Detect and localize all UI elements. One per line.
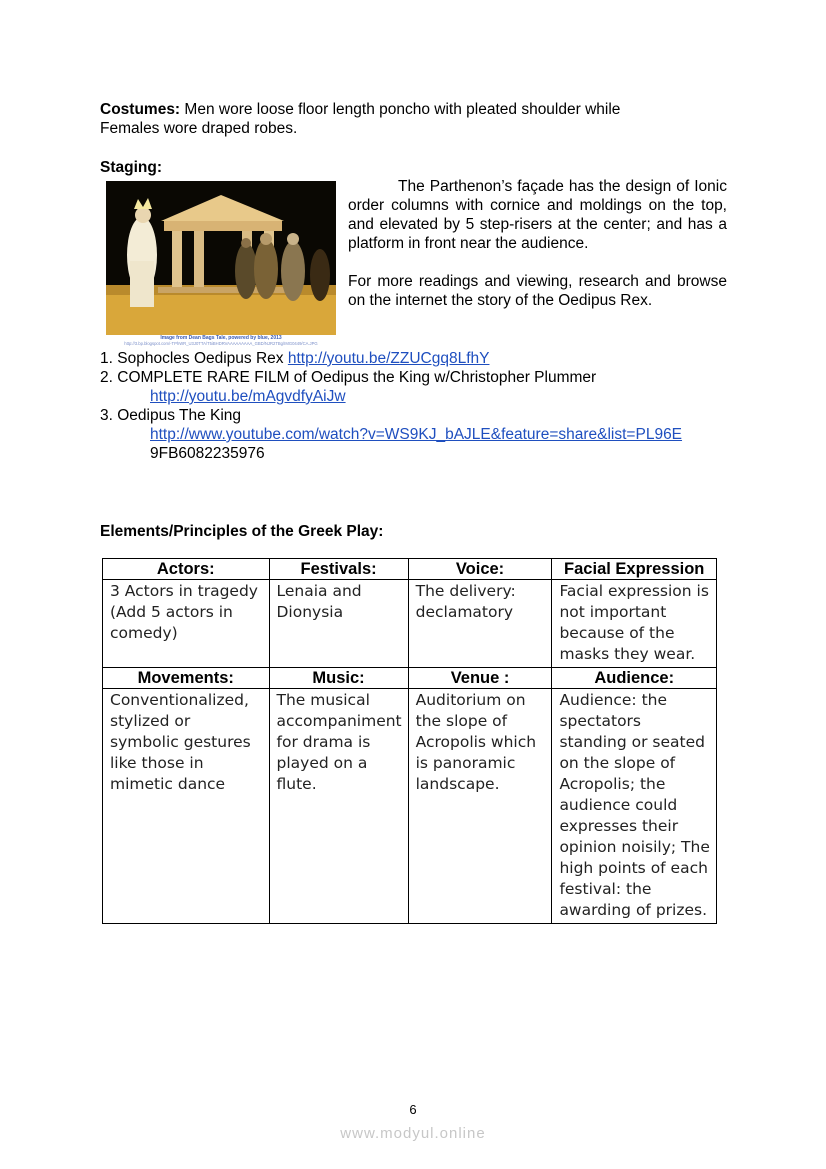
table-header-row [103,668,717,689]
elements-heading: Elements/Principles of the Greek Play: [100,523,384,540]
image-caption-url[interactable]: http://3.bp.blogspot.com/-TPhWR_U3J0TTA/T5iBHDRVAAAAAAAAA_GBD/NJR2TBg/IMG0449/CA.JPG [124,341,318,346]
table-cell: Lenaia and Dionysia [269,580,408,668]
costumes-label: Costumes: [100,101,181,118]
reference-item: 1. Sophocles Oedipus Rex http://youtu.be/ZZUCgq8LfhY [100,350,490,367]
reference-link[interactable]: http://youtu.be/mAgvdfyAiJw [150,388,346,405]
costumes-paragraph [100,100,720,138]
image-caption-title: Image from Dean Bags Tale, powered by blue, 2013 [160,335,282,341]
table-cell: Conventionalized, stylized or symbolic gestures like those in mimetic dance [103,689,270,924]
greek-play-table [102,558,717,924]
table-cell: 3 Actors in tragedy (Add 5 actors in comedy) [103,580,270,668]
table-cell: Audience: the spectators standing or seated on the slope of Acropolis; the audience could expresses their opinion noisily; The high points of each festival: the awarding of prizes. [552,689,717,924]
table-header-cell: Actors: [103,559,270,580]
reference-list [100,349,750,463]
reference-link[interactable]: http://www.youtube.com/watch?v=WS9KJ_bAJLE&feature=share&list=PL96E [150,426,683,443]
oedipus-stage-image [106,181,336,335]
reference-item: 2. COMPLETE RARE FILM of Oedipus the King w/Christopher Plummer [100,369,597,386]
table-header-cell: Voice: [408,559,552,580]
reference-link-row [100,387,750,406]
table-header-cell: Festivals: [269,559,408,580]
reference-item: 3. Oedipus The King [100,407,242,424]
table-header-row [103,559,717,580]
staging-text [348,177,727,310]
costumes-line2: Females wore draped robes. [100,120,298,137]
reference-link-row [100,425,750,444]
table-header-cell: Venue : [408,668,552,689]
table-cell: Auditorium on the slope of Acropolis which is panoramic landscape. [408,689,552,924]
table-header-cell: Audience: [552,668,717,689]
reference-link[interactable]: http://youtu.be/ZZUCgq8LfhY [287,350,490,367]
costumes-line1: Men wore loose floor length poncho with pleated shoulder while [180,101,621,118]
table-row [103,689,717,924]
table-cell: The musical accompaniment for drama is played on a flute. [269,689,408,924]
table-cell: The delivery: declamatory [408,580,552,668]
table-header-cell: Movements: [103,668,270,689]
reference-link-continuation: 9FB6082235976 [150,445,265,462]
staging-heading: Staging: [100,159,162,176]
staging-photo [106,181,336,335]
table-row [103,580,717,668]
table-header-cell: Facial Expression [552,559,717,580]
watermark: www.modyul.online [340,1125,486,1142]
page-number: 6 [409,1102,417,1117]
table-header-cell: Music: [269,668,408,689]
table-cell: Facial expression is not important because of the masks they wear. [552,580,717,668]
staging-paragraph-1: The Parthenon’s façade has the design of Ionic order columns with cornice and moldings on the top, and elevated by 5 step-risers at the center; and has a platform in front near the audience. [348,178,727,252]
image-caption [106,335,336,347]
staging-paragraph-2: For more readings and viewing, research and browse on the internet the story of the Oedipus Rex. [348,273,727,309]
